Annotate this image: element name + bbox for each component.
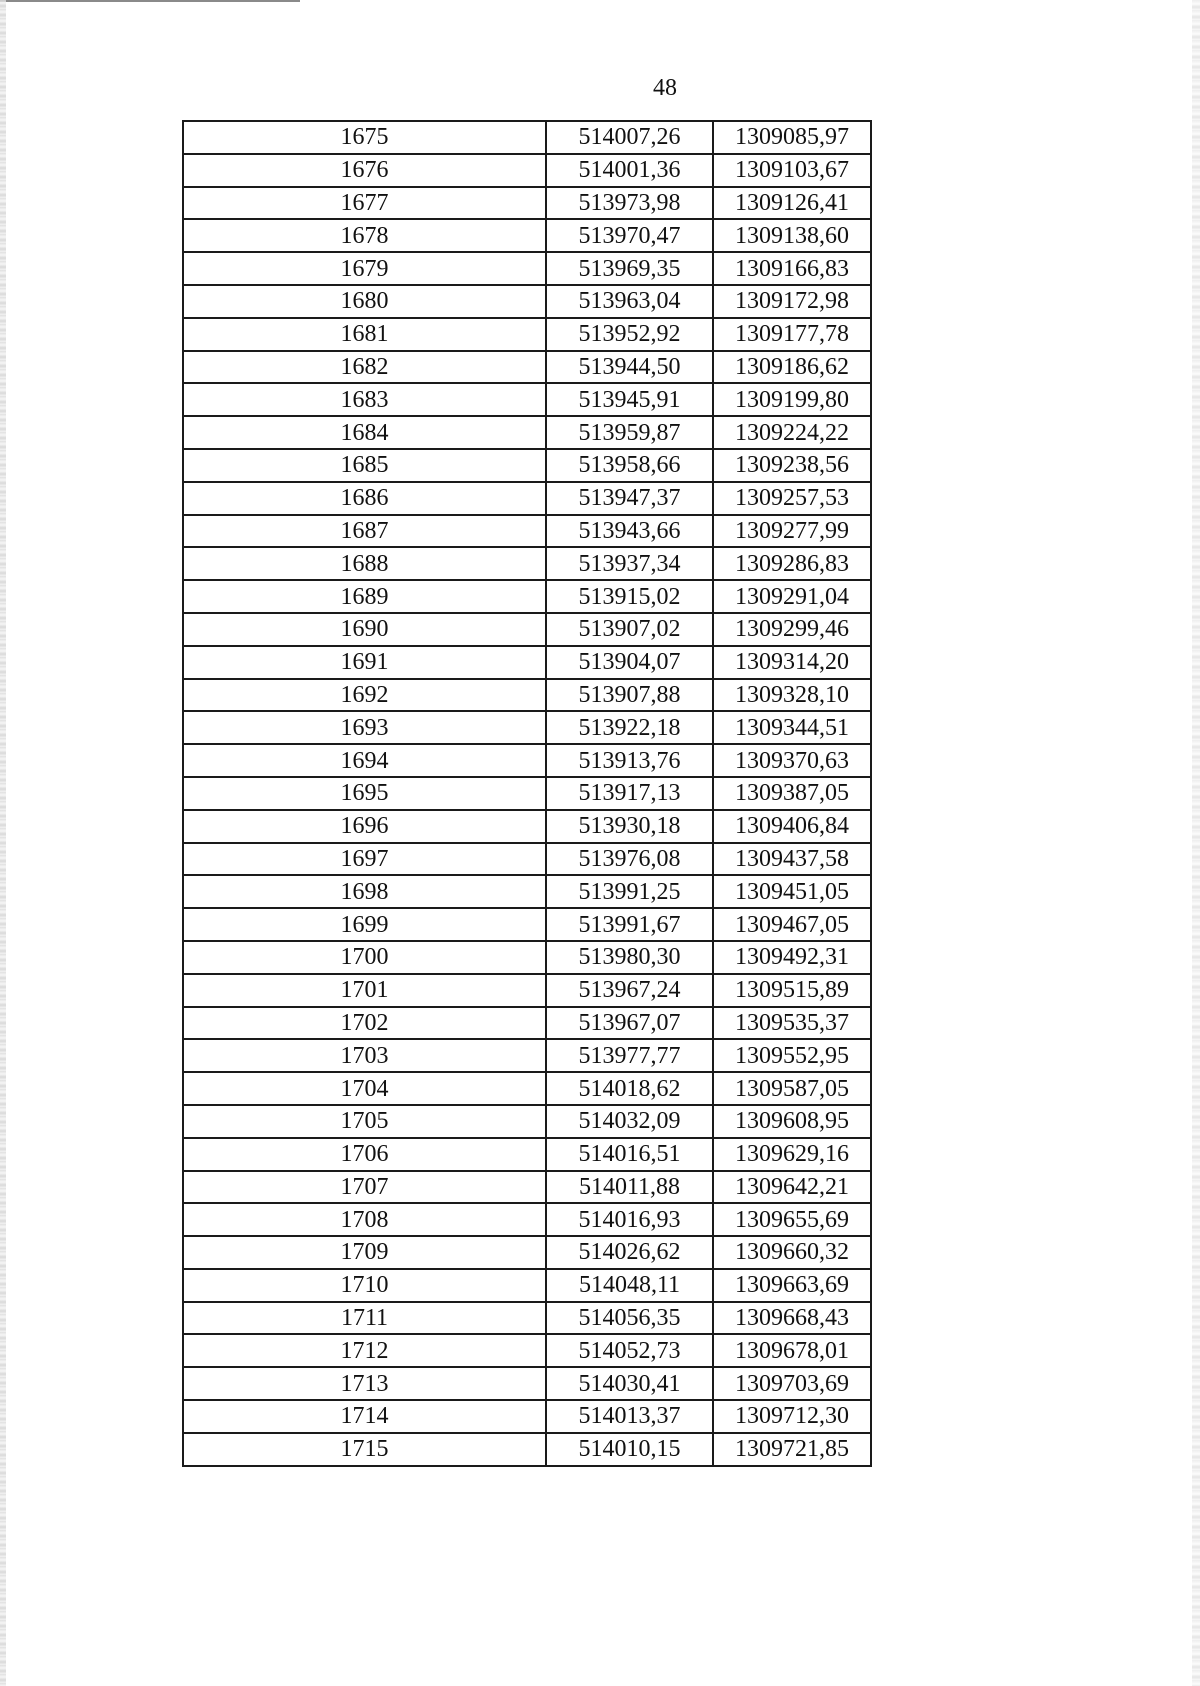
page-number: 48: [653, 75, 677, 101]
point-number-cell: 1702: [183, 1007, 546, 1040]
y-coordinate-cell: 1309437,58: [713, 843, 871, 876]
x-coordinate-cell: 513922,18: [546, 711, 713, 744]
point-number-cell: 1685: [183, 449, 546, 482]
point-number-cell: 1680: [183, 285, 546, 318]
table-row: [183, 908, 871, 941]
y-coordinate-cell: 1309721,85: [713, 1433, 871, 1466]
point-number-cell: 1686: [183, 482, 546, 515]
y-coordinate-cell: 1309515,89: [713, 974, 871, 1007]
table-row: [183, 318, 871, 351]
x-coordinate-cell: 513991,25: [546, 875, 713, 908]
x-coordinate-cell: 513913,76: [546, 744, 713, 777]
table-row: [183, 416, 871, 449]
table-row: [183, 843, 871, 876]
point-number-cell: 1691: [183, 646, 546, 679]
y-coordinate-cell: 1309663,69: [713, 1269, 871, 1302]
x-coordinate-cell: 513976,08: [546, 843, 713, 876]
table-row: [183, 1433, 871, 1466]
x-coordinate-cell: 513943,66: [546, 515, 713, 548]
scan-artifact-top-line: [0, 0, 300, 2]
point-number-cell: 1698: [183, 875, 546, 908]
table-row: [183, 383, 871, 416]
x-coordinate-cell: 514018,62: [546, 1072, 713, 1105]
y-coordinate-cell: 1309406,84: [713, 810, 871, 843]
point-number-cell: 1692: [183, 679, 546, 712]
coordinates-table: [182, 120, 872, 1467]
x-coordinate-cell: 513907,88: [546, 679, 713, 712]
x-coordinate-cell: 513944,50: [546, 351, 713, 384]
point-number-cell: 1706: [183, 1138, 546, 1171]
table-row: [183, 1007, 871, 1040]
x-coordinate-cell: 513917,13: [546, 777, 713, 810]
y-coordinate-cell: 1309629,16: [713, 1138, 871, 1171]
point-number-cell: 1714: [183, 1400, 546, 1433]
point-number-cell: 1711: [183, 1302, 546, 1335]
point-number-cell: 1696: [183, 810, 546, 843]
x-coordinate-cell: 513952,92: [546, 318, 713, 351]
y-coordinate-cell: 1309085,97: [713, 121, 871, 154]
y-coordinate-cell: 1309277,99: [713, 515, 871, 548]
x-coordinate-cell: 514010,15: [546, 1433, 713, 1466]
x-coordinate-cell: 513945,91: [546, 383, 713, 416]
y-coordinate-cell: 1309314,20: [713, 646, 871, 679]
point-number-cell: 1709: [183, 1236, 546, 1269]
x-coordinate-cell: 513958,66: [546, 449, 713, 482]
y-coordinate-cell: 1309238,56: [713, 449, 871, 482]
point-number-cell: 1705: [183, 1105, 546, 1138]
y-coordinate-cell: 1309660,32: [713, 1236, 871, 1269]
point-number-cell: 1689: [183, 580, 546, 613]
point-number-cell: 1701: [183, 974, 546, 1007]
point-number-cell: 1683: [183, 383, 546, 416]
y-coordinate-cell: 1309257,53: [713, 482, 871, 515]
point-number-cell: 1693: [183, 711, 546, 744]
x-coordinate-cell: 513973,98: [546, 187, 713, 220]
point-number-cell: 1697: [183, 843, 546, 876]
x-coordinate-cell: 513959,87: [546, 416, 713, 449]
point-number-cell: 1700: [183, 941, 546, 974]
point-number-cell: 1712: [183, 1334, 546, 1367]
point-number-cell: 1676: [183, 154, 546, 187]
y-coordinate-cell: 1309328,10: [713, 679, 871, 712]
y-coordinate-cell: 1309138,60: [713, 219, 871, 252]
point-number-cell: 1710: [183, 1269, 546, 1302]
table-row: [183, 646, 871, 679]
y-coordinate-cell: 1309166,83: [713, 252, 871, 285]
table-row: [183, 219, 871, 252]
y-coordinate-cell: 1309467,05: [713, 908, 871, 941]
x-coordinate-cell: 514011,88: [546, 1171, 713, 1204]
point-number-cell: 1679: [183, 252, 546, 285]
x-coordinate-cell: 513980,30: [546, 941, 713, 974]
y-coordinate-cell: 1309587,05: [713, 1072, 871, 1105]
table-row: [183, 252, 871, 285]
table-row: [183, 875, 871, 908]
y-coordinate-cell: 1309291,04: [713, 580, 871, 613]
x-coordinate-cell: 514016,93: [546, 1203, 713, 1236]
table-row: [183, 580, 871, 613]
table-row: [183, 1203, 871, 1236]
table-row: [183, 1138, 871, 1171]
point-number-cell: 1704: [183, 1072, 546, 1105]
y-coordinate-cell: 1309642,21: [713, 1171, 871, 1204]
point-number-cell: 1675: [183, 121, 546, 154]
x-coordinate-cell: 514030,41: [546, 1367, 713, 1400]
table-row: [183, 744, 871, 777]
table-row: [183, 1105, 871, 1138]
y-coordinate-cell: 1309552,95: [713, 1039, 871, 1072]
table-row: [183, 547, 871, 580]
point-number-cell: 1682: [183, 351, 546, 384]
table-row: [183, 810, 871, 843]
y-coordinate-cell: 1309678,01: [713, 1334, 871, 1367]
table-row: [183, 711, 871, 744]
table-row: [183, 1072, 871, 1105]
table-row: [183, 187, 871, 220]
y-coordinate-cell: 1309103,67: [713, 154, 871, 187]
point-number-cell: 1707: [183, 1171, 546, 1204]
point-number-cell: 1690: [183, 613, 546, 646]
y-coordinate-cell: 1309286,83: [713, 547, 871, 580]
point-number-cell: 1699: [183, 908, 546, 941]
y-coordinate-cell: 1309299,46: [713, 613, 871, 646]
x-coordinate-cell: 514001,36: [546, 154, 713, 187]
y-coordinate-cell: 1309172,98: [713, 285, 871, 318]
x-coordinate-cell: 513991,67: [546, 908, 713, 941]
table-row: [183, 1269, 871, 1302]
point-number-cell: 1715: [183, 1433, 546, 1466]
y-coordinate-cell: 1309186,62: [713, 351, 871, 384]
table-row: [183, 1367, 871, 1400]
point-number-cell: 1677: [183, 187, 546, 220]
y-coordinate-cell: 1309370,63: [713, 744, 871, 777]
point-number-cell: 1684: [183, 416, 546, 449]
x-coordinate-cell: 514016,51: [546, 1138, 713, 1171]
y-coordinate-cell: 1309199,80: [713, 383, 871, 416]
x-coordinate-cell: 513970,47: [546, 219, 713, 252]
scan-artifact-left-edge: [0, 0, 6, 1686]
y-coordinate-cell: 1309387,05: [713, 777, 871, 810]
x-coordinate-cell: 513915,02: [546, 580, 713, 613]
y-coordinate-cell: 1309535,37: [713, 1007, 871, 1040]
table-row: [183, 1039, 871, 1072]
point-number-cell: 1681: [183, 318, 546, 351]
y-coordinate-cell: 1309224,22: [713, 416, 871, 449]
table-row: [183, 285, 871, 318]
coordinates-table-body: [183, 121, 871, 1466]
x-coordinate-cell: 513930,18: [546, 810, 713, 843]
x-coordinate-cell: 514048,11: [546, 1269, 713, 1302]
point-number-cell: 1688: [183, 547, 546, 580]
x-coordinate-cell: 513969,35: [546, 252, 713, 285]
table-row: [183, 974, 871, 1007]
point-number-cell: 1678: [183, 219, 546, 252]
table-row: [183, 1236, 871, 1269]
y-coordinate-cell: 1309703,69: [713, 1367, 871, 1400]
table-row: [183, 777, 871, 810]
y-coordinate-cell: 1309655,69: [713, 1203, 871, 1236]
x-coordinate-cell: 514026,62: [546, 1236, 713, 1269]
x-coordinate-cell: 513947,37: [546, 482, 713, 515]
table-row: [183, 1302, 871, 1335]
table-row: [183, 449, 871, 482]
point-number-cell: 1687: [183, 515, 546, 548]
y-coordinate-cell: 1309492,31: [713, 941, 871, 974]
table-row: [183, 1171, 871, 1204]
x-coordinate-cell: 513967,24: [546, 974, 713, 1007]
y-coordinate-cell: 1309451,05: [713, 875, 871, 908]
x-coordinate-cell: 514032,09: [546, 1105, 713, 1138]
y-coordinate-cell: 1309712,30: [713, 1400, 871, 1433]
point-number-cell: 1703: [183, 1039, 546, 1072]
table-row: [183, 121, 871, 154]
x-coordinate-cell: 514007,26: [546, 121, 713, 154]
y-coordinate-cell: 1309344,51: [713, 711, 871, 744]
table-row: [183, 351, 871, 384]
x-coordinate-cell: 513967,07: [546, 1007, 713, 1040]
table-row: [183, 1400, 871, 1433]
table-row: [183, 941, 871, 974]
point-number-cell: 1708: [183, 1203, 546, 1236]
table-row: [183, 482, 871, 515]
x-coordinate-cell: 514013,37: [546, 1400, 713, 1433]
point-number-cell: 1694: [183, 744, 546, 777]
table-row: [183, 679, 871, 712]
x-coordinate-cell: 513977,77: [546, 1039, 713, 1072]
x-coordinate-cell: 514056,35: [546, 1302, 713, 1335]
x-coordinate-cell: 513907,02: [546, 613, 713, 646]
y-coordinate-cell: 1309177,78: [713, 318, 871, 351]
y-coordinate-cell: 1309608,95: [713, 1105, 871, 1138]
y-coordinate-cell: 1309668,43: [713, 1302, 871, 1335]
y-coordinate-cell: 1309126,41: [713, 187, 871, 220]
table-row: [183, 515, 871, 548]
table-row: [183, 613, 871, 646]
x-coordinate-cell: 514052,73: [546, 1334, 713, 1367]
table-row: [183, 1334, 871, 1367]
point-number-cell: 1695: [183, 777, 546, 810]
x-coordinate-cell: 513904,07: [546, 646, 713, 679]
x-coordinate-cell: 513937,34: [546, 547, 713, 580]
x-coordinate-cell: 513963,04: [546, 285, 713, 318]
point-number-cell: 1713: [183, 1367, 546, 1400]
scan-artifact-right-edge: [1192, 0, 1200, 1686]
table-row: [183, 154, 871, 187]
